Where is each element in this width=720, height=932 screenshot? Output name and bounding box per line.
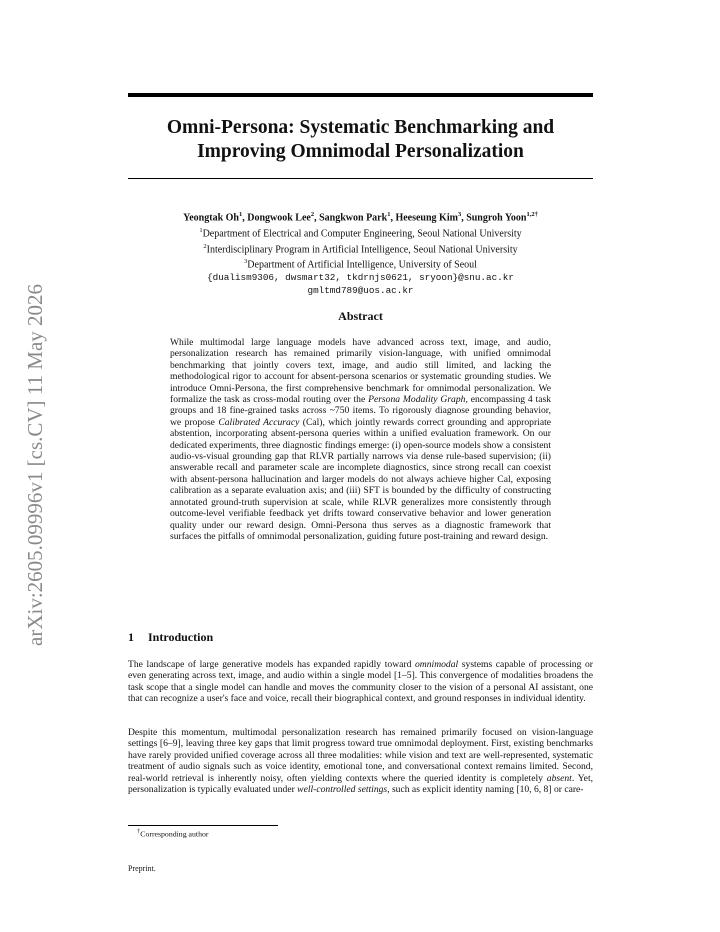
section-number: 1: [128, 630, 134, 644]
affiliation-line: $^1$Department of Electrical and Computer Engineering, Seoul National University: [199, 226, 522, 240]
author-emails-2: gmltmd789@uos.ac.kr: [307, 284, 414, 296]
body-paragraph: Despite this momentum, multimodal personalization research has remained primarily focused on vision-language settings [6–9], leaving three key gaps that limit progress toward true omnimodal deployment. First, existing benchmarks have rarely provided unified coverage across all three modalities: while vision and text are well-represented, systematic treatment of audio signals such as voice identity, emotional tone, and conversational context remains limited. Second, real-world retrieval is inherently noisy, often yielding contexts where the queried identity is completely absent. Yet, personalization is typically evaluated under well-controlled settings, such as explicit identity naming [10, 6, 8] or care-: [128, 727, 594, 796]
author-names: Yeongtak Oh$^1$, Dongwook Lee$^2$, Sangkwon Park$^1$, Heeseung Kim$^3$, Sungroh Yoon$^{1,2\dagger}$: [183, 211, 538, 224]
abstract-text: While multimodal large language models have advanced across text, image, and audio, personalization research has remained primarily vision-language, with unified omnimodal benchmarking that jointly covers text, image, and audio still limited, and lacking the methodological rigor to account for absent-persona scenarios or systematic grounding studies. We introduce Omni-Persona, the first comprehensive benchmark for omnimodal personalization. We formalize the task as cross-modal routing over the Persona Modality Graph, encompassing 4 task groups and 18 fine-grained tasks across ~750 items. To rigorously diagnose grounding behavior, we propose Calibrated Accuracy (Cal), which jointly rewards correct grounding and appropriate abstention, incorporating absent-persona queries within a unified evaluation framework. On our dedicated experiments, three diagnostic findings emerge: (i) open-source models show a consistent audio-vs-visual grounding gap that RLVR partially narrows via dense rule-based supervision; (ii) answerable recall and parameter scale are incomplete diagnostics, since strong recall can coexist with absent-persona hallucination and larger models do not always achieve higher Cal, exposing calibration as a separate evaluation axis; and (iii) SFT is bounded by the difficulty of constructing annotated ground-truth supervision at scale, while RLVR generalizes more consistently through outcome-level verifiable feedback yet drifts toward conservative behavior and lower generation quality under our reward design. Omni-Persona thus serves as a diagnostic framework that surfaces the pitfalls of omnimodal personalization, guiding future post-training and reward design.: [170, 337, 552, 542]
body-paragraph: The landscape of large generative models has expanded rapidly toward omnimodal systems capable of processing or even generating across text, image, and audio within a single model [1–5]. This convergence of modalities broadens the task scope that a single model can handle and moves the community closer to the vision of a personal AI assistant, one that can recognize a user's face and voice, recall their biographical context, and ground responses in individual identity.: [128, 659, 593, 705]
arxiv-identifier-text: arXiv:2605.09996v1 [cs.CV] 11 May 2026: [23, 283, 47, 647]
author-name: Sangkwon Park: [319, 212, 388, 224]
author-emails: {dualism9306, dwsmart32, tkdrnjs0621, sryoon}@snu.ac.kr: [207, 272, 514, 284]
affiliation-line: $^3$Department of Artificial Intelligence, University of Seoul: [244, 258, 477, 271]
paper-title: [128, 116, 593, 164]
title-line-2: Improving Omnimodal Personalization: [197, 141, 524, 162]
author-block: [128, 209, 593, 297]
title-top-rule: [128, 93, 593, 97]
footnote: †Corresponding author: [137, 828, 209, 839]
title-bottom-rule: [128, 178, 593, 179]
author-name: Heeseung Kim: [395, 212, 458, 224]
affiliation-line: $^2$Interdisciplinary Program in Artificial Intelligence, Seoul National University: [203, 242, 518, 255]
footnote-rule: [128, 825, 278, 826]
author-name: Yeongtak Oh: [183, 212, 239, 224]
author-name: Dongwook Lee: [247, 212, 311, 224]
author-name: Sungroh Yoon: [466, 212, 527, 224]
section-heading-introduction: [128, 630, 213, 645]
arxiv-identifier-stamp: [14, 255, 54, 675]
section-title: Introduction: [148, 630, 214, 644]
title-line-1: Omni-Persona: Systematic Benchmarking and: [166, 117, 555, 138]
preprint-label: Preprint.: [128, 864, 156, 873]
abstract-heading: Abstract: [338, 309, 383, 323]
